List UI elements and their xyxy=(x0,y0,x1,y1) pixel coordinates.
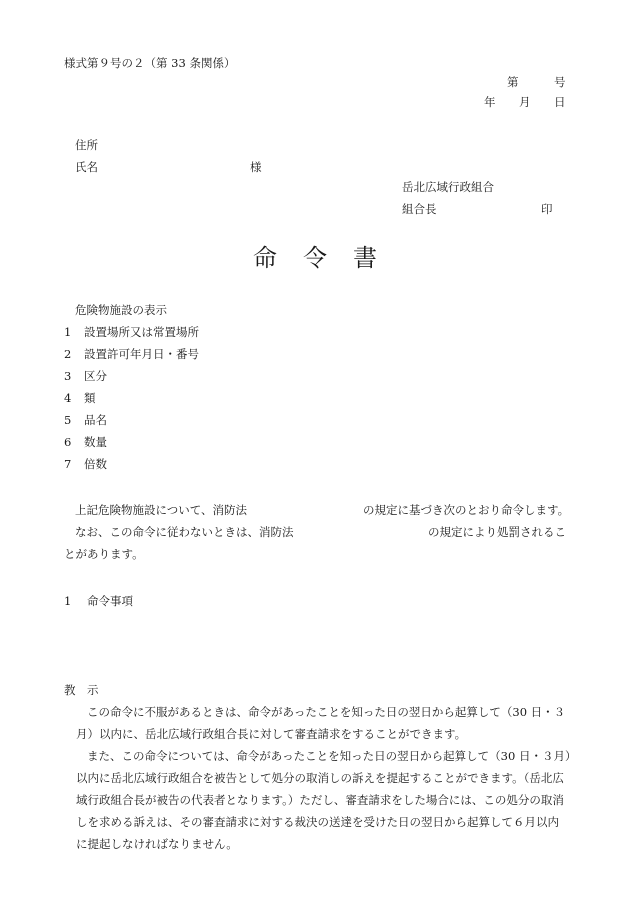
recipient-address-label: 住所 xyxy=(75,138,98,152)
date-month-label: 月 xyxy=(519,95,531,109)
order-line-2-right: の規定により処罰されるこ xyxy=(428,525,566,539)
instruction-line: しを求める訴えは、その審査請求に対する裁決の送達を受けた日の翌日から起算して６月以内 xyxy=(76,815,559,829)
command-item-number: 1 xyxy=(64,594,72,608)
facility-item-number: 6 xyxy=(64,435,72,449)
facility-item-number: 1 xyxy=(64,325,72,339)
issuer-title: 組合長 xyxy=(402,202,437,216)
instruction-line: に提起しなければなりません。 xyxy=(76,837,238,851)
facility-item-label: 倍数 xyxy=(84,457,107,471)
recipient-honorific: 様 xyxy=(250,160,262,174)
facility-item-number: 7 xyxy=(64,457,72,471)
facility-item-label: 設置許可年月日・番号 xyxy=(84,347,199,361)
document-number-prefix: 第 xyxy=(507,75,519,89)
order-line-3: とがあります。 xyxy=(64,547,144,561)
instruction-line: また、この命令については、命令があったことを知った日の翌日から起算して（30 日・３月） xyxy=(87,749,577,763)
facility-item-number: 3 xyxy=(64,369,72,383)
instruction-line: 月）以内に、岳北広域行政組合長に対して審査請求をすることができます。 xyxy=(76,727,467,741)
instruction-line: この命令に不服があるときは、命令があったことを知った日の翌日から起算して（30 日・３ xyxy=(87,705,566,719)
facility-item-number: 5 xyxy=(64,413,72,427)
recipient-name-label: 氏名 xyxy=(75,160,98,174)
facility-item-label: 設置場所又は常置場所 xyxy=(84,325,199,339)
instruction-line: 以内に岳北広域行政組合を被告として処分の取消しの訴えを提起することができます。（岳北広 xyxy=(76,771,564,785)
order-line-1-left: 上記危険物施設について、消防法 xyxy=(75,503,248,517)
order-line-2-left: なお、この命令に従わないときは、消防法 xyxy=(75,525,294,539)
command-item-label: 命令事項 xyxy=(87,594,133,608)
date-day-label: 日 xyxy=(554,95,566,109)
date-year-label: 年 xyxy=(484,95,496,109)
facility-item-number: 2 xyxy=(64,347,72,361)
issuer-seal: 印 xyxy=(541,202,553,216)
facility-item-number: 4 xyxy=(64,391,72,405)
facility-item-label: 類 xyxy=(84,391,96,405)
instruction-line: 域行政組合長が被告の代表者となります。）ただし、審査請求をした場合には、この処分の取消 xyxy=(76,793,564,807)
instruction-heading: 教 示 xyxy=(64,683,99,697)
order-line-1-right: の規定に基づき次のとおり命令します。 xyxy=(363,503,570,517)
document-title: 命令書 xyxy=(253,244,403,272)
form-number: 様式第９号の２（第 33 条関係） xyxy=(64,56,236,70)
issuer-organization: 岳北広域行政組合 xyxy=(402,180,494,194)
facility-item-label: 数量 xyxy=(84,435,107,449)
facility-heading: 危険物施設の表示 xyxy=(75,303,167,317)
facility-item-label: 品名 xyxy=(84,413,107,427)
document-number-suffix: 号 xyxy=(554,75,566,89)
facility-item-label: 区分 xyxy=(84,369,107,383)
